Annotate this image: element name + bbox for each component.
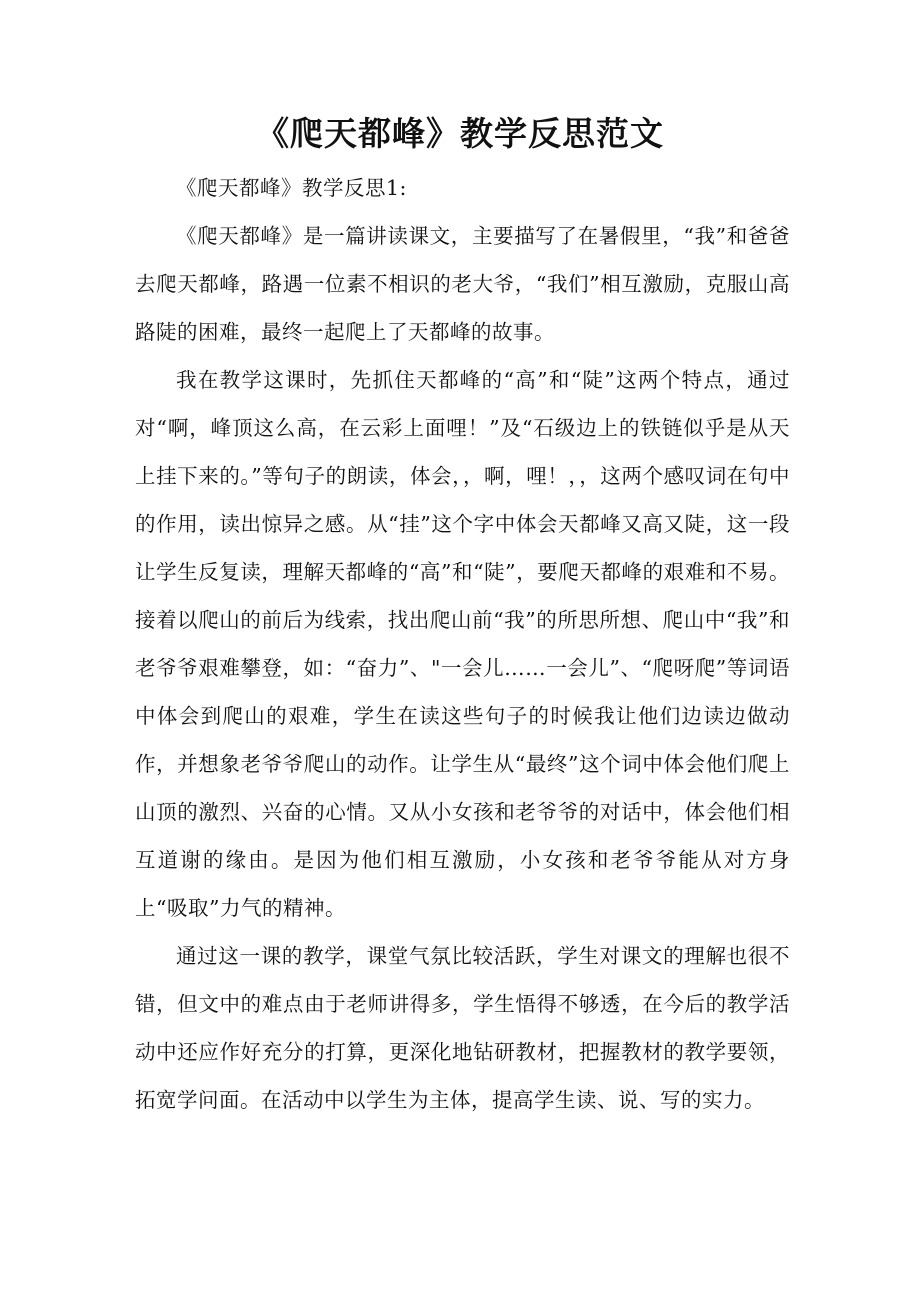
- document-body: [135, 164, 790, 1124]
- paragraph-intro: 《爬天都峰》是一篇讲读课文，主要描写了在暑假里，“我”和爸爸去爬天都峰，路遇一位素不相识的老大爷，“我们”相互激励，克服山高路陡的困难，最终一起爬上了天都峰的故事。: [135, 224, 790, 344]
- paragraph-reflection: 通过这一课的教学，课堂气氛比较活跃，学生对课文的理解也很不错，但文中的难点由于老师讲得多，学生悟得不够透，在今后的教学活动中还应作好充分的打算，更深化地钻研教材，把握教材的教学要领，拓宽学问面。在活动中以学生为主体，提高学生读、说、写的实力。: [135, 944, 790, 1112]
- subheading: 《爬天都峰》教学反思1:: [176, 176, 407, 200]
- document-title: 《爬天都峰》教学反思范文: [256, 114, 664, 153]
- paragraph-teaching: 我在教学这课时，先抓住天都峰的“高”和“陡”这两个特点，通过对“啊，峰顶这么高，在云彩上面哩！”及“石级边上的铁链似乎是从天上挂下来的。”等句子的朗读，体会，，啊，哩！，，这两个感叹词在句中的作用，读出惊异之感。从“挂”这个字中体会天都峰又高又陡，这一段让学生反复读，理解天都峰的“高”和“陡”，要爬天都峰的艰难和不易。接着以爬山的前后为线索，找出爬山前“我”的所思所想、爬山中“我”和老爷爷艰难攀登，如：“奋力”、"一会儿……一会儿”、“爬呀爬”等词语中体会到爬山的艰难，学生在读这些句子的时候我让他们边读边做动作，并想象老爷爷爬山的动作。让学生从“最终”这个词中体会他们爬上山顶的激烈、兴奋的心情。又从小女孩和老爷爷的对话中，体会他们相互道谢的缘由。是因为他们相互激励，小女孩和老爷爷能从对方身上“吸取”力气的精神。: [135, 368, 790, 920]
